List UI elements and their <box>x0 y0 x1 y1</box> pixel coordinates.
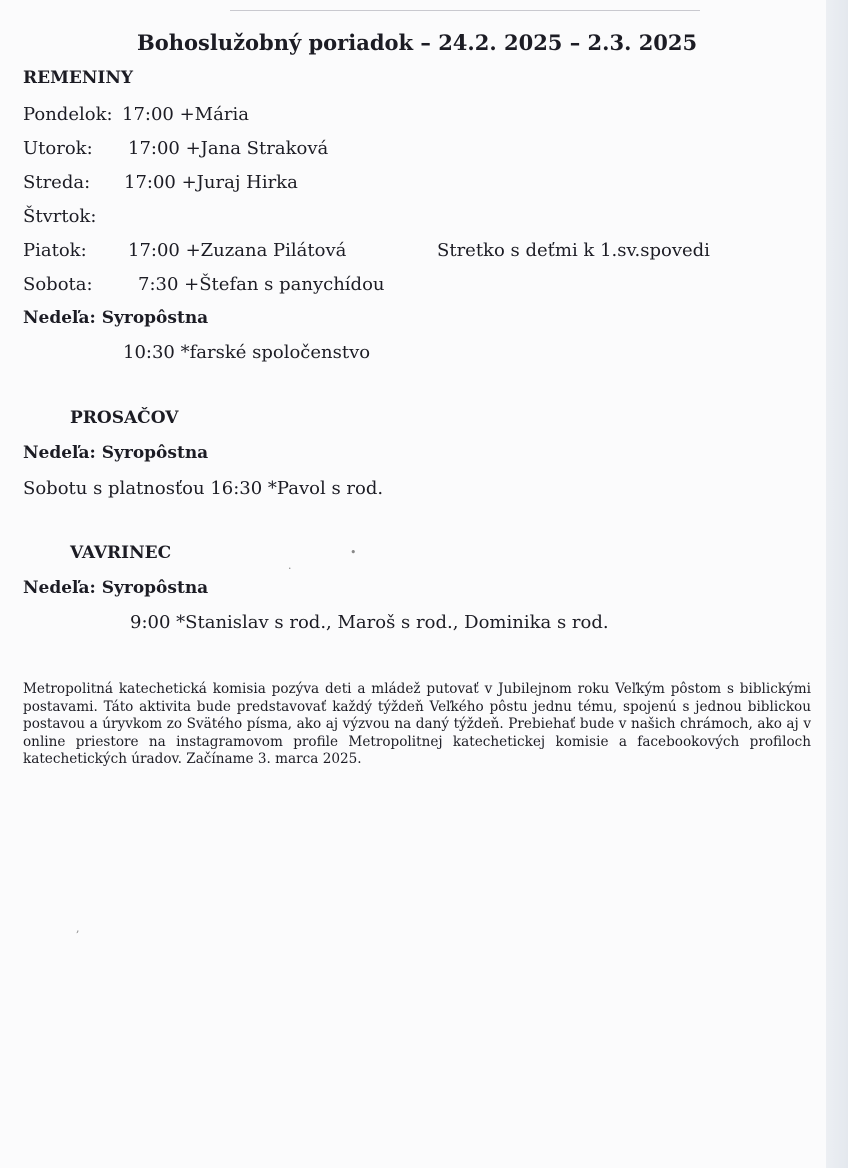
sunday-heading-vavrinec: Nedeľa: Syropôstna <box>23 578 209 598</box>
day-entry: 17:00 +Zuzana Pilátová <box>128 240 347 261</box>
section-heading-prosacov: PROSAČOV <box>70 408 179 428</box>
day-label: Piatok: <box>23 240 87 261</box>
day-label: Štvrtok: <box>23 206 97 227</box>
day-extra-note: Stretko s deťmi k 1.sv.spovedi <box>437 240 710 261</box>
day-entry: 17:00 +Juraj Hirka <box>124 172 298 193</box>
scan-speck: · <box>288 562 292 575</box>
page-title: Bohoslužobný poriadok – 24.2. 2025 – 2.3. 2025 <box>137 30 698 55</box>
day-entry: 7:30 +Štefan s panychídou <box>138 274 385 295</box>
section-heading-vavrinec: VAVRINEC <box>70 543 172 563</box>
day-label: Streda: <box>23 172 91 193</box>
day-entry: 17:00 +Mária <box>122 104 249 125</box>
sunday-heading-remeniny: Nedeľa: Syropôstna <box>23 308 209 328</box>
announcement-paragraph: Metropolitná katechetická komisia pozýva deti a mládež putovať v Jubilejnom roku Veľkým pôstom s biblickými postavami. Táto aktivita bude predstavovať každý týždeň Veľkého pôstu jednu tému, spojenú s jednou biblickou postavou a úryvkom zo Svätého písma, ako aj výzvou na daný týždeň. Prebiehať bude v našich chrámoch, ako aj v online priestore na instagramovom profile Metropolitnej katechetickej komisie a facebookových profiloch katechetických úradov. Začíname 3. marca 2025. <box>23 681 811 768</box>
day-entry: 17:00 +Jana Straková <box>128 138 329 159</box>
sunday-entry-remeniny: 10:30 *farské spoločenstvo <box>123 342 371 363</box>
scan-speck: • <box>350 546 357 559</box>
section-heading-remeniny: REMENINY <box>23 68 134 88</box>
day-label: Sobota: <box>23 274 93 295</box>
scan-edge <box>826 0 848 1168</box>
sunday-heading-prosacov: Nedeľa: Syropôstna <box>23 443 209 463</box>
entry-vavrinec: 9:00 *Stanislav s rod., Maroš s rod., Dominika s rod. <box>130 612 609 633</box>
day-label: Utorok: <box>23 138 93 159</box>
scan-speck: , <box>76 922 80 935</box>
top-rule <box>230 10 700 11</box>
day-label: Pondelok: <box>23 104 113 125</box>
entry-prosacov: Sobotu s platnosťou 16:30 *Pavol s rod. <box>23 478 384 499</box>
